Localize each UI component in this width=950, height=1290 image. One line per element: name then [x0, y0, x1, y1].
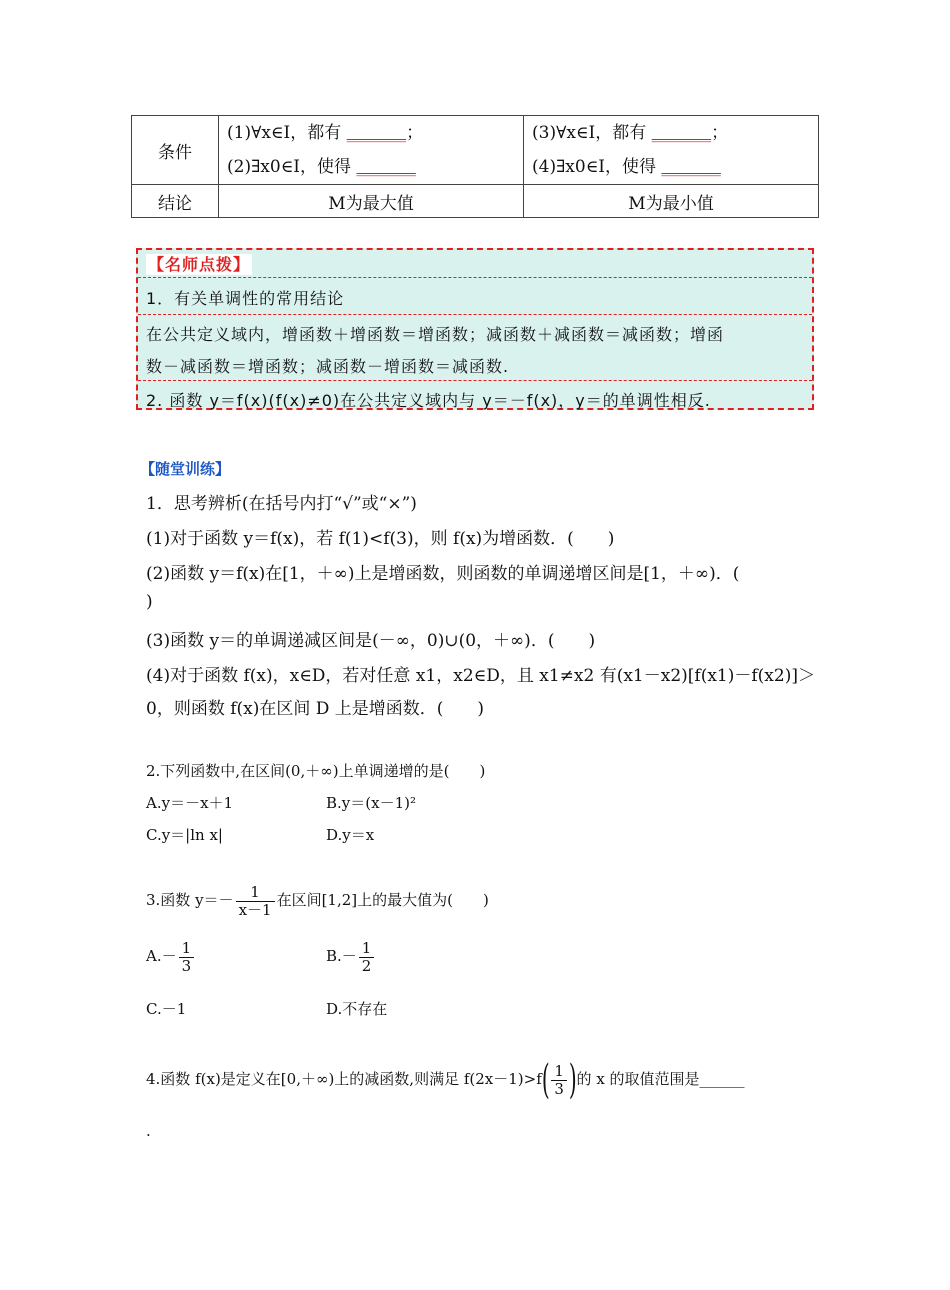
tip-line-4: 2. 函数 y＝f(x)(f(x)≠0)在公共定义域内与 y＝－f(x)，y＝的单调性相反.	[146, 391, 711, 410]
q3-fraction: $\frac{1}{x-1}$	[236, 884, 275, 918]
q3-option-a: A.－ $\frac{1}{3}$	[146, 940, 196, 974]
conclusion-min: M为最小值	[524, 185, 819, 218]
q2-option-d: D.y＝x	[326, 826, 375, 844]
q4-stem: 4.函数 f(x)是定义在[0,＋∞)上的减函数,则满足 f(2x－1)>f( $\frac{1}{3}$ )的 x 的取值范围是______	[146, 1057, 745, 1103]
row-header-conclusion: 结论	[132, 185, 219, 218]
tip-line-2: 在公共定义域内，增函数＋增函数＝增函数；减函数＋减函数＝减函数；增函	[146, 325, 725, 344]
condition-min-cell	[524, 116, 819, 185]
q2-option-a: A.y＝－x＋1	[146, 794, 234, 812]
q1-item-3: (3)函数 y＝的单调递减区间是(－∞，0)∪(0，＋∞)．( )	[146, 631, 596, 651]
max-min-table	[131, 115, 819, 218]
q1-title: 1．思考辨析(在括号内打“√”或“×”)	[146, 494, 417, 514]
cond-4: (4)∃x0∈I，使得 _______	[532, 157, 721, 177]
q3-stem: 3.函数 y＝－ $\frac{1}{x-1}$ 在区间[1,2]上的最大值为( )	[146, 883, 489, 919]
blank-2: _______	[356, 157, 416, 177]
q2-option-b: B.y＝(x－1)²	[326, 794, 416, 812]
q1-item-2: (2)函数 y＝f(x)在[1，＋∞)上是增函数，则函数的单调递增区间是[1，＋∞)．(	[146, 564, 740, 584]
q3-option-d: D.不存在	[326, 1000, 388, 1018]
tip-divider	[138, 380, 812, 381]
q2-option-c: C.y＝|ln x|	[146, 826, 223, 844]
tip-line-1: 1．有关单调性的常用结论	[146, 289, 345, 308]
practice-title: 【随堂训练】	[140, 460, 231, 478]
row-header-condition: 条件	[132, 116, 219, 185]
q4-fraction: $\frac{1}{3}$	[551, 1063, 567, 1097]
q1-item-2-cont: )	[146, 592, 153, 612]
cond-1: (1)∀x∈I，都有 _______；	[227, 123, 424, 143]
q3-option-c: C.－1	[146, 1000, 187, 1018]
q1-item-4-cont: 0，则函数 f(x)在区间 D 上是增函数．( )	[146, 699, 485, 719]
tip-divider	[138, 314, 812, 315]
tip-line-3: 数－减函数＝增函数；减函数－增函数＝减函数.	[146, 357, 510, 376]
cond-3: (3)∀x∈I，都有 _______；	[532, 123, 729, 143]
conclusion-max: M为最大值	[219, 185, 524, 218]
tip-title: 【名师点拨】	[148, 255, 251, 274]
q1-item-1: (1)对于函数 y＝f(x)，若 f(1)<f(3)，则 f(x)为增函数．( )	[146, 529, 615, 549]
teacher-tip-box	[136, 248, 814, 410]
blank-1: _______	[346, 123, 407, 143]
q4-end-period: .	[146, 1122, 151, 1140]
q3-option-b: B.－ $\frac{1}{2}$	[326, 940, 376, 974]
condition-max-cell	[219, 116, 524, 185]
q2-stem: 2.下列函数中,在区间(0,＋∞)上单调递增的是( )	[146, 762, 486, 780]
tip-divider	[138, 277, 812, 278]
cond-2: (2)∃x0∈I，使得 _______	[227, 157, 416, 177]
blank-4: _______	[661, 157, 721, 177]
q1-item-4: (4)对于函数 f(x)，x∈D，若对任意 x1，x2∈D，且 x1≠x2 有(x1－x2)[f(x1)－f(x2)]＞	[146, 666, 815, 686]
blank-3: _______	[651, 123, 712, 143]
